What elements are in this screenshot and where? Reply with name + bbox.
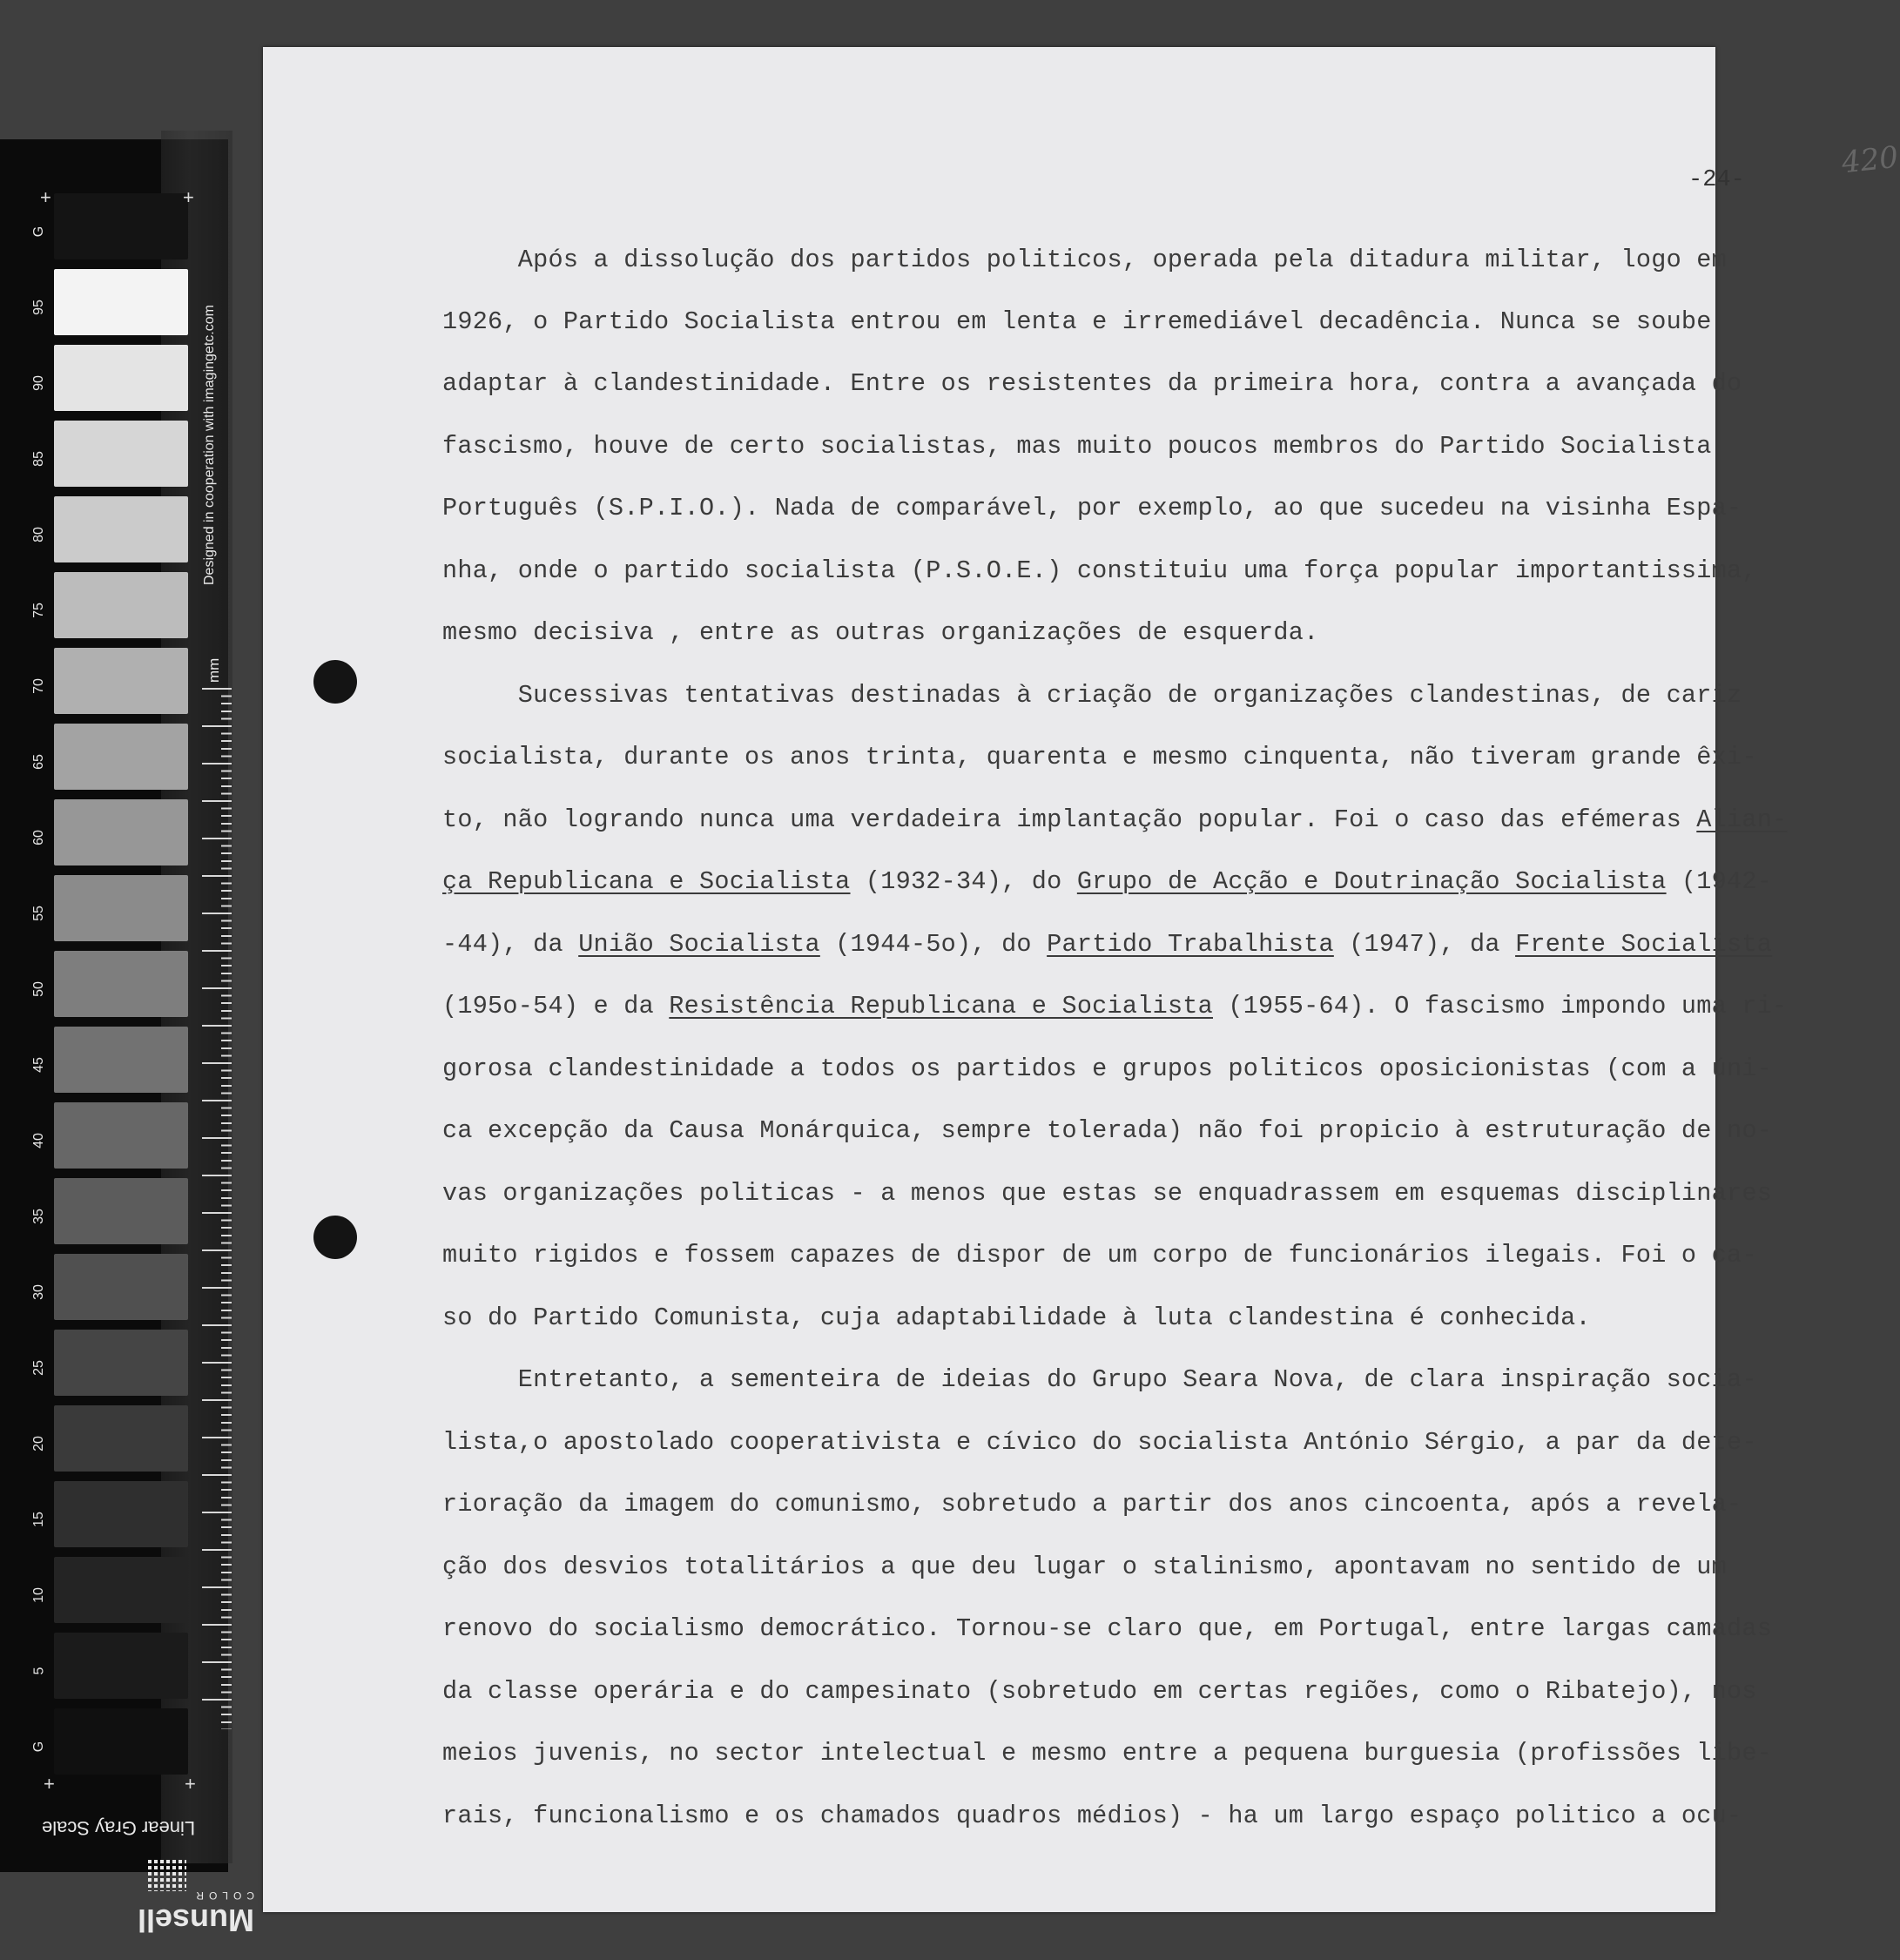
gray-patch — [54, 496, 188, 562]
registration-mark: + — [44, 1773, 55, 1795]
text-span: (1942- — [1666, 867, 1773, 896]
text-line: muito rigidos e fossem capazes de dispor de um corpo de funcionários ilegais. Foi o ca- — [442, 1241, 1757, 1270]
text-line: so do Partido Comunista, cuja adaptabilidade à luta clandestina é conhecida. — [442, 1303, 1591, 1332]
gray-patch — [54, 1633, 188, 1699]
gray-scale-label: 5 — [31, 1667, 46, 1674]
text-line: Após a dissolução dos partidos politicos, operada pela ditadura militar, logo em — [442, 246, 1727, 274]
page-number: -24- — [1688, 167, 1745, 193]
gray-patch — [54, 345, 188, 411]
gray-scale-labels — [26, 193, 52, 1784]
scale-title: Linear Gray Scale — [42, 1817, 196, 1839]
gray-patch — [54, 1405, 188, 1472]
text-span: (1947), da — [1333, 930, 1516, 959]
text-line: rioração da imagem do comunismo, sobretudo a partir dos anos cincoenta, após a revela- — [442, 1490, 1742, 1519]
gray-scale-label: 40 — [30, 1132, 46, 1148]
punch-hole — [313, 660, 357, 704]
gray-scale-label: 95 — [30, 299, 46, 315]
gray-scale-label: 80 — [30, 526, 46, 542]
gray-scale-label: 35 — [30, 1208, 46, 1224]
underlined-term: Frente Socialista — [1515, 930, 1773, 959]
folio-number: 420 — [1840, 139, 1900, 181]
gray-scale-label: 70 — [30, 677, 46, 694]
text-line: meios juvenis, no sector intelectual e mesmo entre a pequena burguesia (profissões libe- — [442, 1739, 1773, 1768]
gray-scale-label: 55 — [30, 905, 46, 921]
text-span: (1932-34), do — [850, 867, 1077, 896]
gray-scale-label: 85 — [30, 450, 46, 467]
text-span: (1944-5o), do — [819, 930, 1048, 959]
text-span: to, não logrando nunca uma verdadeira implantação popular. Foi o caso das efémeras — [442, 805, 1697, 834]
gray-patch — [54, 875, 188, 941]
text-line — [442, 867, 1772, 896]
text-line: rais, funcionalismo e os chamados quadros médios) - ha um largo espaço politico a ocu- — [442, 1802, 1742, 1830]
brand-name: Munsell — [138, 1903, 255, 1938]
gray-scale-label: 20 — [30, 1435, 46, 1451]
gray-patch — [54, 1557, 188, 1623]
underlined-term: Resistência Republicana e Socialista — [669, 992, 1213, 1020]
gray-scale-label: 45 — [30, 1056, 46, 1073]
registration-mark: + — [185, 1773, 196, 1795]
mm-ruler — [209, 688, 232, 1729]
registration-mark: + — [183, 186, 194, 208]
gray-patch — [54, 648, 188, 714]
text-line: vas organizações politicas - a menos que estas se enquadrassem em esquemas disciplinares — [442, 1179, 1773, 1208]
brand-sub: COLOR — [191, 1889, 255, 1902]
gray-patch — [54, 1330, 188, 1396]
text-line: mesmo decisiva , entre as outras organizações de esquerda. — [442, 618, 1319, 647]
text-line: gorosa clandestinidade a todos os partidos e grupos politicos oposicionistas (com a úni- — [442, 1054, 1773, 1083]
text-line — [442, 805, 1787, 834]
brand-block — [138, 1889, 254, 1938]
underlined-term: ça Republicana e Socialista — [442, 867, 851, 896]
gray-scale-label: 25 — [30, 1359, 46, 1376]
gray-scale-label: 65 — [30, 753, 46, 770]
gray-scale-label: 90 — [30, 374, 46, 391]
underlined-term: União Socialista — [578, 930, 820, 959]
gray-scale-label: 30 — [30, 1283, 46, 1300]
registration-mark: + — [40, 186, 51, 208]
punch-hole — [313, 1216, 357, 1259]
gray-scale-label: 50 — [30, 980, 46, 997]
text-line — [442, 930, 1772, 959]
gray-patch — [54, 724, 188, 790]
text-line: Entretanto, a sementeira de ideias do Grupo Seara Nova, de clara inspiração socia- — [442, 1365, 1757, 1394]
text-line: Português (S.P.I.O.). Nada de comparável, por exemplo, ao que sucedeu na visinha Espa- — [442, 494, 1742, 522]
gray-patch — [54, 1102, 188, 1169]
text-line: adaptar à clandestinidade. Entre os resistentes da primeira hora, contra a avançada do — [442, 369, 1742, 398]
underlined-term: Grupo de Acção e Doutrinação Socialista — [1076, 867, 1667, 896]
gray-scale-label: 75 — [30, 602, 46, 618]
gray-patches — [54, 193, 188, 1784]
gray-patch — [54, 1027, 188, 1093]
document-page — [263, 47, 1900, 1912]
munsell-logo-icon — [148, 1860, 186, 1891]
text-line: ção dos desvios totalitários a que deu lugar o stalinismo, apontavam no sentido de um — [442, 1553, 1727, 1581]
gray-scale-label: G — [30, 1741, 46, 1752]
text-line: fascismo, houve de certo socialistas, mas muito poucos membros do Partido Socialista — [442, 432, 1712, 461]
text-span: -44), da — [442, 930, 579, 959]
text-line: lista,o apostolado cooperativista e cívico do socialista António Sérgio, a par da dete- — [442, 1428, 1757, 1457]
gray-patch — [54, 951, 188, 1017]
text-line: Sucessivas tentativas destinadas à criação de organizações clandestinas, de cariz — [442, 681, 1742, 710]
credit-label: Designed in cooperation with imagingetc.com — [202, 305, 217, 585]
gray-patch — [54, 269, 188, 335]
text-line: da classe operária e do campesinato (sobretudo em certas regiões, como o Ribatejo), nos — [442, 1677, 1757, 1706]
text-line: socialista, durante os anos trinta, quarenta e mesmo cinquenta, não tiveram grande êxi- — [442, 743, 1757, 771]
text-span: (1955-64). O fascismo impondo uma ri- — [1213, 992, 1788, 1020]
gray-scale-label: 10 — [30, 1586, 46, 1603]
gray-patch — [54, 193, 188, 259]
gray-patch — [54, 1254, 188, 1320]
gray-scale-label: G — [30, 226, 46, 237]
text-span: (195o-54) e da — [442, 992, 670, 1020]
text-line: ca excepção da Causa Monárquica, sempre tolerada) não foi propicio à estruturação de no- — [442, 1116, 1773, 1145]
gray-patch — [54, 572, 188, 638]
gray-scale-label: 60 — [30, 829, 46, 845]
gray-patch — [54, 1481, 188, 1547]
unit-label: mm — [205, 657, 222, 683]
text-line: nha, onde o partido socialista (P.S.O.E.) constituiu uma força popular importantissima, — [442, 556, 1757, 585]
gray-patch — [54, 1178, 188, 1244]
text-line: renovo do socialismo democrático. Tornou-se claro que, em Portugal, entre largas camadas — [442, 1614, 1773, 1643]
text-line: 1926, o Partido Socialista entrou em lenta e irremediável decadência. Nunca se soube — [442, 307, 1712, 336]
gray-scale-label: 15 — [30, 1511, 46, 1527]
underlined-term: Alian- — [1696, 805, 1788, 834]
gray-patch — [54, 421, 188, 487]
text-line — [442, 992, 1787, 1020]
underlined-term: Partido Trabalhista — [1047, 930, 1334, 959]
gray-patch — [54, 799, 188, 865]
gray-patch — [54, 1708, 188, 1775]
